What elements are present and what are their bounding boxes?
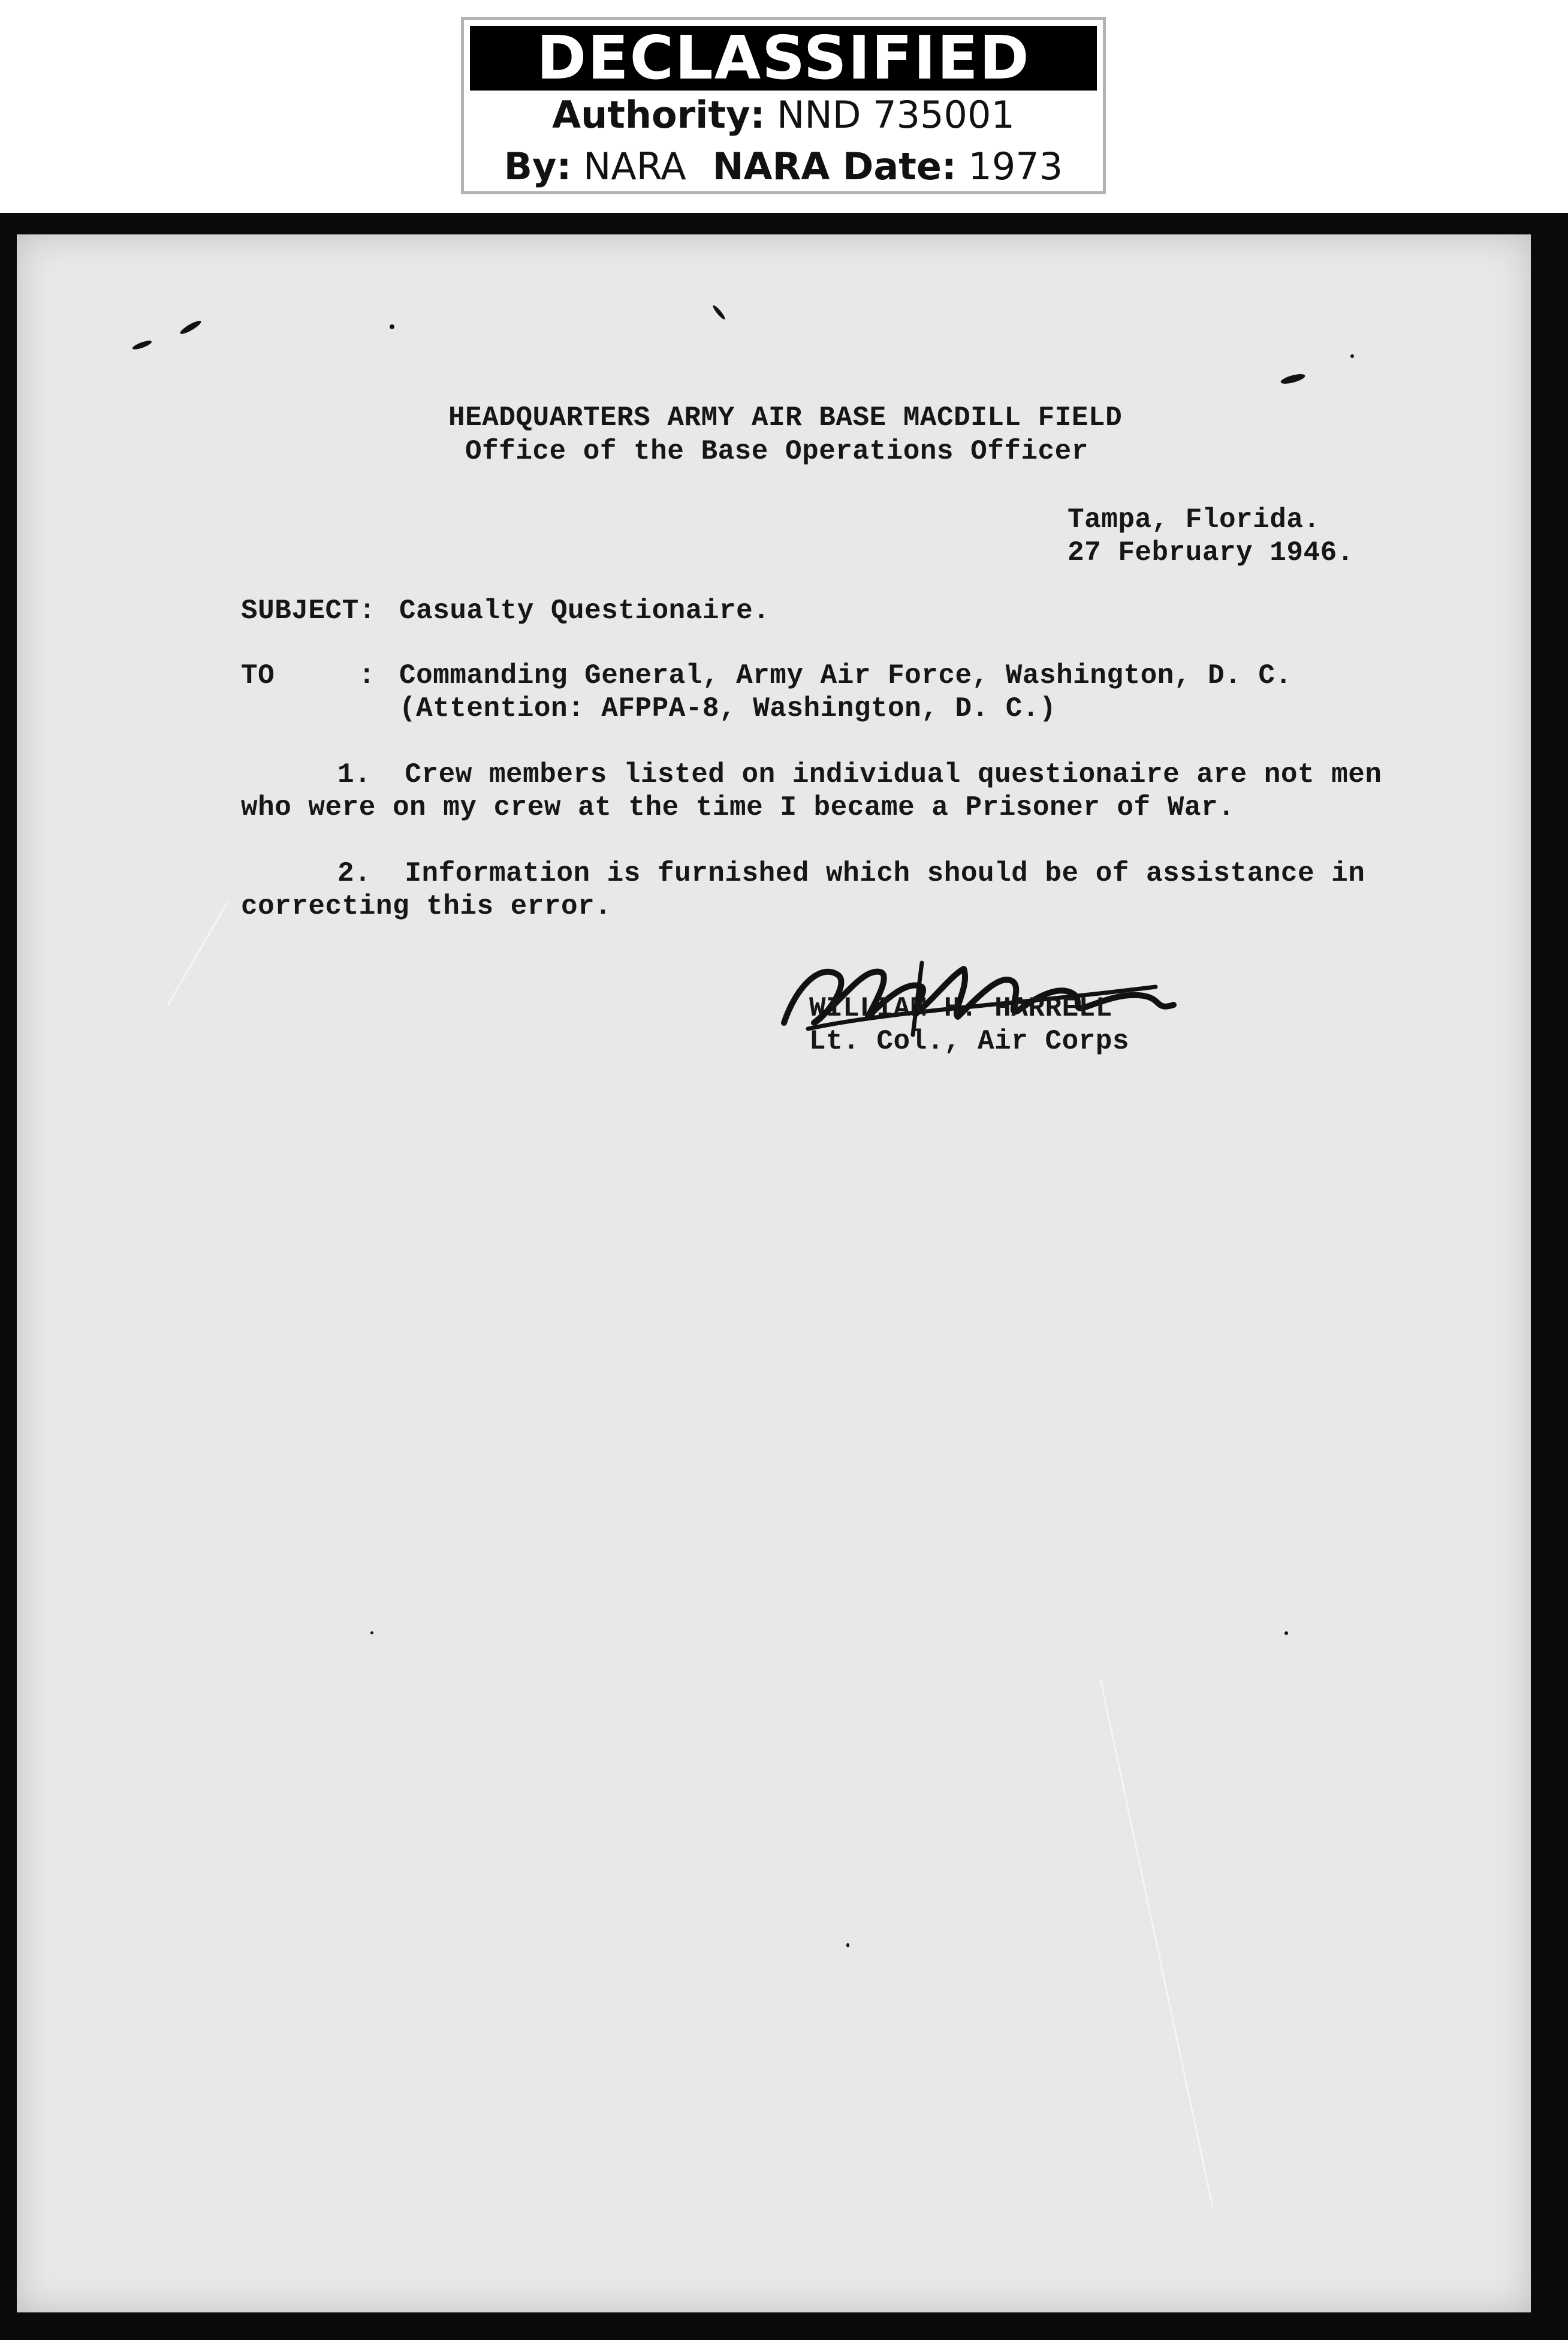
subject-text: Casualty Questionaire.: [399, 595, 770, 627]
letter-place: Tampa, Florida.: [1068, 504, 1320, 535]
scan-speck: [390, 324, 394, 329]
scanned-page: [0, 213, 1568, 2340]
nara-date-label: NARA Date:: [712, 144, 957, 188]
para1-line1: 1. Crew members listed on individual questionaire are not men: [337, 759, 1382, 790]
by-label: By:: [503, 144, 572, 188]
scan-speck: [179, 319, 203, 336]
letter-paper: [17, 234, 1531, 2312]
letter-date: 27 February 1946.: [1068, 537, 1354, 568]
letter-heading-line2: Office of the Base Operations Officer: [465, 436, 1088, 467]
stamp-by-line: [464, 144, 1103, 188]
nara-date-value: 1973: [968, 144, 1063, 188]
to-line2: (Attention: AFPPA-8, Washington, D. C.): [399, 693, 1057, 724]
scan-speck: [1280, 372, 1306, 386]
scan-speck: [711, 304, 726, 320]
para1-line2: who were on my crew at the time I became a Prisoner of War.: [241, 792, 1235, 823]
declassified-stamp: [461, 17, 1106, 194]
scan-speck: [846, 1943, 849, 1947]
letter-heading-line1: HEADQUARTERS ARMY AIR BASE MACDILL FIELD: [448, 402, 1123, 433]
stamp-authority-line: [464, 93, 1103, 137]
scan-scratch: [167, 902, 228, 1007]
authority-value: NND 735001: [777, 93, 1015, 137]
signature-name: WILLIAM H. HARRELL: [809, 993, 1112, 1024]
scan-speck: [370, 1631, 373, 1634]
scan-speck: [1350, 354, 1354, 358]
authority-label: Authority:: [552, 93, 765, 137]
para2-line2: correcting this error.: [241, 891, 612, 922]
scan-speck: [131, 339, 152, 351]
subject-label: SUBJECT:: [241, 595, 376, 627]
by-value: NARA: [583, 144, 686, 188]
para2-line1: 2. Information is furnished which should be of assistance in: [337, 858, 1365, 889]
to-colon: :: [358, 660, 376, 691]
to-line1: Commanding General, Army Air Force, Washington, D. C.: [399, 660, 1292, 691]
to-label: TO: [241, 660, 275, 691]
scan-scratch: [1099, 1679, 1213, 2208]
signature-title: Lt. Col., Air Corps: [809, 1026, 1129, 1057]
scan-speck: [1284, 1631, 1288, 1635]
stamp-title: DECLASSIFIED: [470, 26, 1097, 91]
